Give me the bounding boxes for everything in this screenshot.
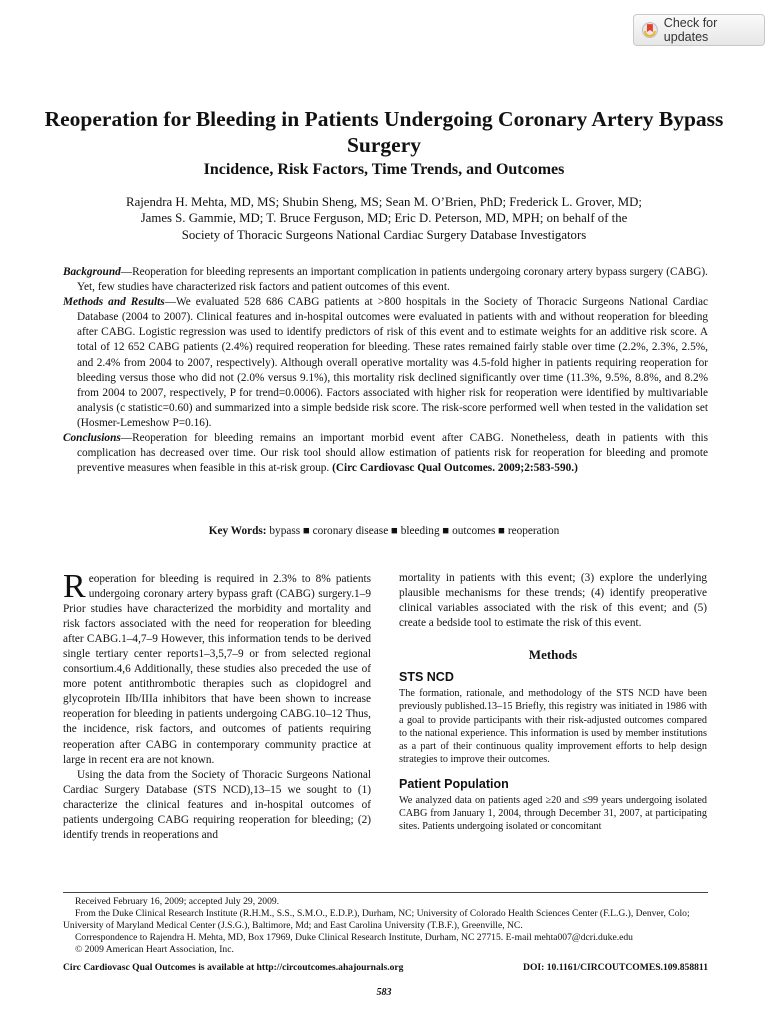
article-subtitle: Incidence, Risk Factors, Time Trends, and Outcomes: [203, 161, 565, 178]
keywords-text: bypass ■ coronary disease ■ bleeding ■ outcomes ■ reoperation: [269, 525, 560, 537]
conclusions-text: —Reoperation for bleeding remains an important morbid event after CABG. Nonetheless, death in patients with this complication has decreased over time. Our risk tool should allow estimation of patients risk for reoperation for bleeding and promote preventive measures when feasible in this at-risk group.: [77, 432, 708, 475]
citation: (Circ Cardiovasc Qual Outcomes. 2009;2:583-590.): [332, 462, 578, 475]
footnotes: [63, 896, 708, 956]
abstract: [63, 265, 708, 476]
intro-paragraph-continued: mortality in patients with this event; (3) explore the underlying plausible mechanisms for these trends; (4) identify preoperative clinical variables associated with the risk of this event; and (5) create a bedside tool to estimate the risk of this event.: [399, 572, 707, 630]
body-column-left: [63, 568, 371, 843]
abstract-conclusions: [63, 431, 708, 476]
methods-label: Methods and Results: [63, 296, 165, 309]
conclusions-label: Conclusions: [63, 432, 121, 445]
body-column-right: [399, 571, 707, 833]
article-title: Reoperation for Bleeding in Patients Undergoing Coronary Artery Bypass Surgery: [44, 107, 724, 157]
drop-cap: R: [63, 568, 86, 605]
intro-paragraph-1: [63, 568, 371, 768]
intro-paragraph-2: Using the data from the Society of Thoracic Surgeons National Cardiac Surgery Database (STS NCD),13–15 we sought to (1) characterize the clinical features and in-hospital outcomes of patients undergoing CABG requiring reoperation for bleeding; (2) identify trends in reoperations and: [63, 768, 371, 841]
journal-footer: [63, 962, 708, 973]
sts-ncd-heading: STS NCD: [399, 670, 454, 685]
patient-population-text: We analyzed data on patients aged ≥20 and ≤99 years undergoing isolated CABG from January 1, 2004, through December 31, 2007, at participating sites. Patients undergoing isolated or concomitant: [399, 794, 707, 832]
author-list: [40, 194, 728, 243]
sts-ncd-text: The formation, rationale, and methodology of the STS NCD have been previously published.13–15 Briefly, this registry was initiated in 1986 with a goal to provide participants with their risk-adjusted outcomes compared to the national experience. This information is used by member institutions as a part of their continuous quality improvement efforts to help design strategies to improve their outcomes.: [399, 688, 707, 766]
abstract-methods: [63, 295, 708, 431]
methods-heading: Methods: [528, 647, 578, 663]
background-label: Background: [63, 266, 121, 278]
received-note: Received February 16, 2009; accepted July 29, 2009.: [75, 896, 280, 907]
intro-text-1: eoperation for bleeding is required in 2.3% to 8% patients undergoing coronary artery bypass graft (CABG) surgery.1–9 Prior studies have characterized the morbidity and mortality and risk factors associated with the need for reoperation for bleeding after CABG.1–4,7–9 However, this information tends to be derived single tertiary center reports1–3,5,7–9 or from selected regional consortium.4,6 Additionally, these studies also preceded the use of more potent antithrombotic therapies such as clopidogrel and glycoprotein IIb/IIIa inhibitors that have been shown to increase reoperation for bleeding in patients undergoing CABG.10–12 Thus, the incidence, risk factors, and outcomes of patients requiring reoperation after CABG in contemporary community practice at large in recent era are not known.: [63, 573, 371, 766]
methods-text: —We evaluated 528 686 CABG patients at >800 hospitals in the Society of Thoracic Surgeons National Cardiac Database (2004 to 2007). Clinical features and in-hospital outcomes were evaluated in patients with and without reoperation for bleeding after CABG. Logistic regression was used to identify predictors of risk of this event and to estimate weights for an additive risk score. A total of 12 652 CABG patients (2.4%) required reoperation for bleeding. These rates remained fairly stable over time (2.2%, 2.3%, 2.5%, and 2.4% from 2004 to 2007, respectively). Although overall operative mortality was 4.5-fold higher in patients requiring reoperation for bleeding versus those who did not (2.0% versus 9.1%), this mortality risk declined significantly over time (11.3%, 9.5%, 8.8%, and 8.2% from 2004 to 2007, respectively, P for trend=0.0006). Factors associated with higher risk for reoperation were identified by multivariable analysis (c statistic=0.60) and summarized into a simple bedside risk score. The risk-score performed well when tested in the validation set (Hosmer-Lemeshow P=0.16).: [77, 296, 708, 429]
author-line: Society of Thoracic Surgeons National Cardiac Surgery Database Investigators: [181, 227, 587, 242]
doi: DOI: 10.1161/CIRCOUTCOMES.109.858811: [523, 962, 708, 973]
author-line: James S. Gammie, MD; T. Bruce Ferguson, MD; Eric D. Peterson, MD, MPH; on behalf of the: [140, 211, 628, 226]
page-number: 583: [376, 987, 392, 998]
keywords: [40, 525, 728, 537]
author-line: Rajendra H. Mehta, MD, MS; Shubin Sheng, MS; Sean M. O’Brien, PhD; Frederick L. Grover, MD;: [126, 195, 642, 209]
patient-population-heading: Patient Population: [399, 776, 509, 791]
footnote-divider: [63, 892, 708, 893]
abstract-background: [63, 265, 708, 295]
journal-availability: Circ Cardiovasc Qual Outcomes is available at http://circoutcomes.ahajournals.org: [63, 962, 404, 973]
background-text: —Reoperation for bleeding represents an important complication in patients undergoing coronary artery bypass surgery (CABG). Yet, few studies have characterized risk factors and patient outcomes of this event.: [77, 266, 708, 294]
copyright-note: © 2009 American Heart Association, Inc.: [75, 944, 234, 956]
check-for-updates-button[interactable]: [633, 14, 765, 46]
check-for-updates-label: Check for updates: [663, 16, 718, 44]
keywords-label: Key Words:: [208, 525, 267, 537]
crossmark-icon: [642, 21, 658, 39]
correspondence-note: Correspondence to Rajendra H. Mehta, MD, Box 17969, Duke Clinical Research Institute, Durham, NC 27715. E-mail mehta007@dcri.duke.edu: [75, 932, 633, 944]
affiliations-note: From the Duke Clinical Research Institute (R.H.M., S.S., S.M.O., E.D.P.), Durham, NC; University of Colorado Health Sciences Center (F.L.G.), Denver, Colo; University of Maryland Medical Center (J.S.G.), Baltimore, Md; and East Carolina University (T.B.F.), Greenville, NC.: [63, 908, 690, 932]
